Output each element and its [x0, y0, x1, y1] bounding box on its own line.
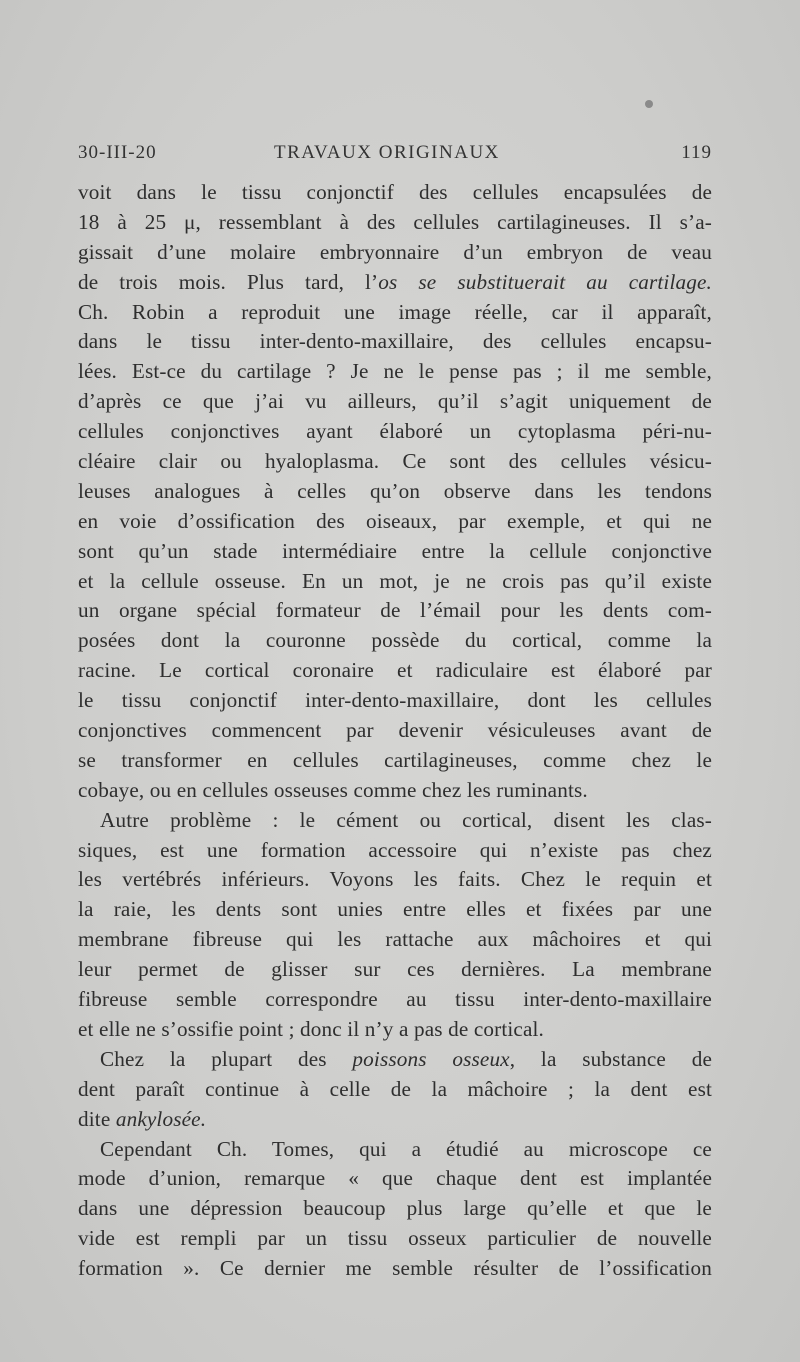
text-line: [78, 1075, 712, 1105]
text-run: voit dans le tissu conjonctif des cellules encapsulées de: [78, 180, 712, 204]
text-line: [78, 477, 712, 507]
text-run: vide est rempli par un tissu osseux particulier de nouvelle: [78, 1226, 712, 1251]
text-run: formation ». Ce dernier me semble résulter de l’ossification: [78, 1256, 712, 1281]
text-line: [78, 387, 712, 417]
text-line: [78, 447, 712, 477]
text-run: dans le tissu inter-dento-maxillaire, des cellules encapsu-: [78, 329, 712, 354]
text-line: [78, 1224, 712, 1254]
text-run: , la substance de: [509, 1046, 713, 1071]
text-run: et la cellule osseuse. En un mot, je ne crois pas qu’il existe: [78, 568, 712, 593]
text-line: [78, 596, 712, 626]
text-line: [78, 298, 712, 328]
ink-speck: [645, 100, 653, 108]
text-line: [78, 1164, 712, 1194]
text-line: [78, 836, 712, 866]
text-line: [78, 1045, 712, 1075]
text-line: [78, 626, 712, 656]
text-line: [78, 656, 712, 686]
text-run: Ch. Robin a reproduit une image réelle, car il apparaît,: [78, 299, 712, 324]
text-line: [78, 357, 712, 387]
text-line: [78, 1015, 712, 1045]
page-number: 119: [681, 142, 712, 163]
text-run: lées. Est-ce du cartilage ? Je ne le pense pas ; il me semble,: [78, 359, 712, 384]
text-run: les vertébrés inférieurs. Voyons les faits. Chez le requin et: [78, 867, 712, 892]
text-line: [78, 1105, 712, 1135]
header-date: 30-III-20: [78, 142, 157, 163]
italic-text: os se substituerait au cartilage.: [378, 269, 712, 294]
text-run: dite: [78, 1106, 116, 1131]
text-run: 18 à 25 μ, ressemblant à des cellules cartilagineuses. Il s’a-: [78, 209, 712, 234]
text-run: cellules conjonctives ayant élaboré un cytoplasma péri-nu-: [78, 419, 712, 444]
text-run: d’après ce que j’ai vu ailleurs, qu’il s’agit uniquement de: [78, 389, 712, 414]
text-run: membrane fibreuse qui les rattache aux mâchoires et qui: [78, 927, 712, 952]
text-run: de trois mois. Plus tard, l’: [78, 269, 379, 294]
text-run: la raie, les dents sont unies entre elles et fixées par une: [78, 897, 712, 922]
text-line: [78, 1254, 712, 1284]
text-run: conjonctives commencent par devenir vésiculeuses avant de: [78, 718, 712, 743]
text-line: [78, 208, 712, 238]
text-run: gissait d’une molaire embryonnaire d’un embryon de veau: [78, 239, 712, 264]
text-run: cobaye, ou en cellules osseuses comme chez les ruminants.: [78, 777, 588, 802]
text-run: racine. Le cortical coronaire et radiculaire est élaboré par: [78, 658, 712, 683]
text-line: [78, 895, 712, 925]
text-run: en voie d’ossification des oiseaux, par exemple, et qui ne: [78, 508, 712, 533]
text-run: Chez la plupart des: [100, 1046, 353, 1071]
text-line: [78, 925, 712, 955]
text-run: leuses analogues à celles qu’on observe dans les tendons: [78, 478, 712, 503]
text-line: [78, 776, 712, 806]
text-line: [78, 985, 712, 1015]
text-run: Autre problème : le cément ou cortical, disent les clas-: [100, 807, 712, 832]
text-run: un organe spécial formateur de l’émail pour les dents com-: [78, 598, 712, 623]
text-run: cléaire clair ou hyaloplasma. Ce sont des cellules vésicu-: [78, 449, 712, 474]
text-line: [78, 716, 712, 746]
text-line: [78, 1194, 712, 1224]
italic-text: poissons osseux: [352, 1046, 510, 1071]
text-line: [78, 268, 712, 298]
text-run: posées dont la couronne possède du cortical, comme la: [78, 628, 712, 653]
text-run: dans une dépression beaucoup plus large qu’elle et que le: [78, 1196, 712, 1221]
text-line: [78, 746, 712, 776]
text-run: et elle ne s’ossifie point ; donc il n’y a pas de cortical.: [78, 1016, 545, 1041]
text-run: dent paraît continue à celle de la mâchoire ; la dent est: [78, 1076, 712, 1101]
text-run: mode d’union, remarque « que chaque dent est implantée: [78, 1166, 712, 1191]
text-line: [78, 806, 712, 836]
text-run: siques, est une formation accessoire qui n’existe pas chez: [78, 837, 712, 862]
text-line: [78, 955, 712, 985]
text-run: sont qu’un stade intermédiaire entre la cellule conjonctive: [78, 538, 712, 563]
text-line: [78, 178, 712, 208]
text-line: [78, 686, 712, 716]
header-title: TRAVAUX ORIGINAUX: [274, 142, 500, 163]
text-line: [78, 1135, 712, 1165]
italic-text: ankylosée.: [115, 1106, 207, 1131]
text-run: fibreuse semble correspondre au tissu inter-dento-maxillaire: [78, 987, 712, 1012]
text-run: le tissu conjonctif inter-dento-maxillaire, dont les cellules: [78, 688, 712, 713]
text-line: [78, 327, 712, 357]
text-line: [78, 567, 712, 597]
text-line: [78, 417, 712, 447]
text-line: [78, 537, 712, 567]
text-line: [78, 865, 712, 895]
text-line: [78, 507, 712, 537]
text-run: se transformer en cellules cartilagineuses, comme chez le: [78, 747, 712, 772]
text-run: leur permet de glisser sur ces dernières. La membrane: [78, 957, 712, 982]
text-run: Cependant Ch. Tomes, qui a étudié au microscope ce: [100, 1136, 712, 1161]
running-head: [78, 142, 712, 170]
text-line: [78, 238, 712, 268]
body-text: [78, 178, 712, 1284]
